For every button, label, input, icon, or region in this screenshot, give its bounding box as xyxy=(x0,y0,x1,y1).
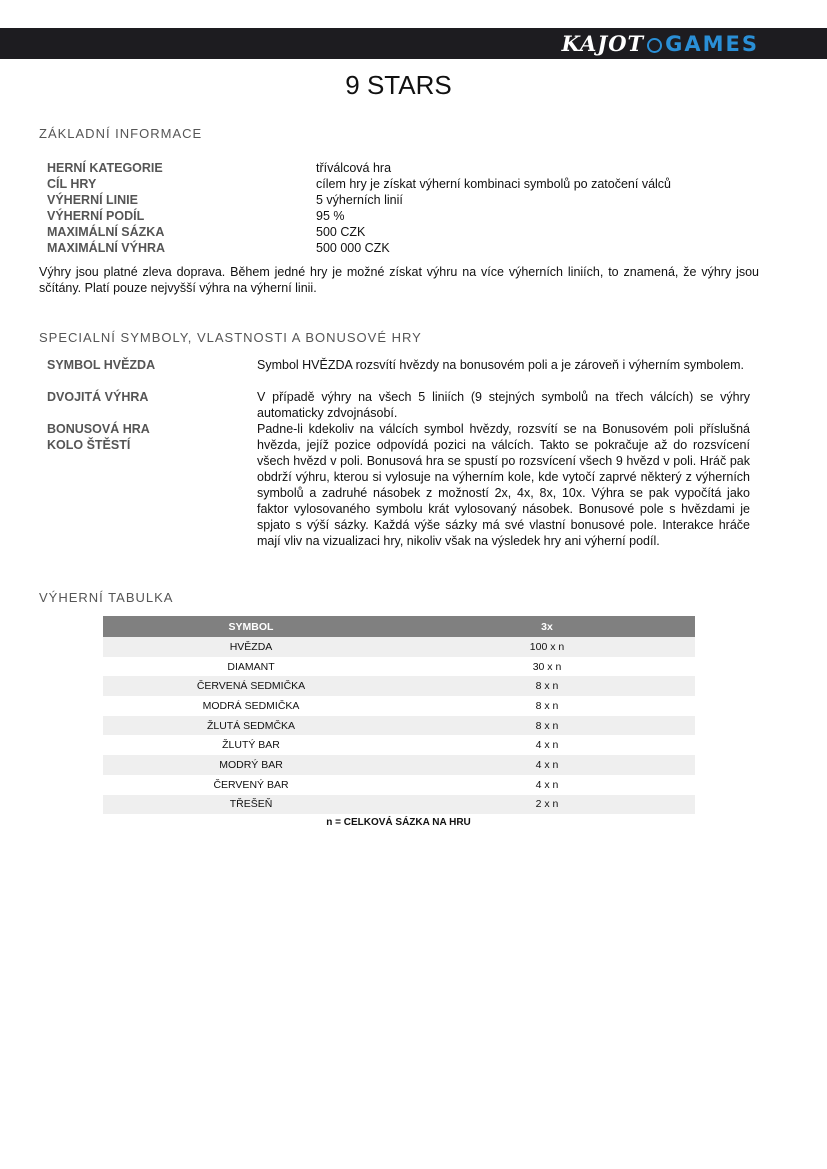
info-label: MAXIMÁLNÍ VÝHRA xyxy=(47,241,166,255)
info-value: 500 CZK xyxy=(316,225,366,239)
symbol-cell: HVĚZDA xyxy=(103,637,399,657)
payout-cell: 100 x n xyxy=(399,637,695,657)
symbol-cell: TŘEŠEŇ xyxy=(103,795,399,815)
table-row xyxy=(103,795,695,815)
special-label: BONUSOVÁ HRA xyxy=(47,422,150,436)
info-label: MAXIMÁLNÍ SÁZKA xyxy=(47,225,165,239)
payout-cell: 2 x n xyxy=(399,795,695,815)
info-label: VÝHERNÍ LINIE xyxy=(47,193,138,207)
special-value: Padne-li kdekoliv na válcích symbol hvězdy, rozsvítí se na Bonusovém poli příslušná hvězda, jejíž pozice odpovídá pozici na válcích. Takto se pokračuje až do rozsvícení všech hvězd v poli. Bonusová hra se spustí po rozsvícení všech 9 hvězd v poli. Hráč pak obdrží výhru, kterou si vylosuje na výherním kole, kde vytočí zaprvé některý z výherních symbolů a zadruhé násobek z možností 2x, 4x, 8x, 10x. Výhra se pak vypočítá jako faktor vylosovaného symbolu krát vylosovaný násobek. Bonusové pole s hvězdami je spjato s výší sázky. Každá výše sázky má své vlastní bonusové pole. Interakce hráče mají vliv na vizualizaci hry, nikoliv však na výsledek hry ani výherní podíl. xyxy=(257,422,750,548)
symbol-cell: MODRÁ SEDMIČKA xyxy=(202,699,300,712)
info-label: VÝHERNÍ PODÍL xyxy=(47,209,145,223)
info-value: cílem hry je získat výherní kombinaci symbolů po zatočení válců xyxy=(316,177,672,191)
info-value: 5 výherních linií xyxy=(316,193,403,207)
table-row xyxy=(103,696,695,716)
globe-icon xyxy=(647,38,662,53)
section-heading-special: SPECIALNÍ SYMBOLY, VLASTNOSTI A BONUSOVÉ HRY xyxy=(39,330,422,345)
special-label: DVOJITÁ VÝHRA xyxy=(47,390,149,404)
info-value: tříválcová hra xyxy=(316,161,392,175)
info-value: 95 % xyxy=(316,209,345,223)
payout-cell: 4 x n xyxy=(535,778,559,791)
payout-cell: 4 x n xyxy=(535,739,559,752)
symbol-cell: MODRÝ BAR xyxy=(103,755,399,775)
symbol-cell: ČERVENÁ SEDMIČKA xyxy=(103,676,399,696)
kajot-games-logo xyxy=(562,31,759,57)
payout-cell: 8 x n xyxy=(535,699,559,712)
symbol-cell: DIAMANT xyxy=(227,660,275,673)
table-row xyxy=(103,637,695,657)
payout-cell: 4 x n xyxy=(399,755,695,775)
column-header-3x: 3x xyxy=(399,616,695,637)
section-heading-basic: ZÁKLADNÍ INFORMACE xyxy=(39,126,203,141)
symbol-cell: ŽLUTÝ BAR xyxy=(222,739,280,752)
header-bar xyxy=(0,28,827,59)
symbol-cell: ČERVENÝ BAR xyxy=(213,778,289,791)
special-value: V případě výhry na všech 5 liniích (9 stejných symbolů na třech válcích) se výhry automaticky zdvojnásobí. xyxy=(257,390,750,420)
info-label: HERNÍ KATEGORIE xyxy=(47,161,163,175)
page-title: 9 STARS xyxy=(345,70,452,100)
column-header-symbol: SYMBOL xyxy=(103,616,399,637)
payout-cell: 8 x n xyxy=(399,716,695,736)
info-label: CÍL HRY xyxy=(47,177,97,191)
payout-cell: 8 x n xyxy=(399,676,695,696)
table-row xyxy=(103,775,695,795)
special-label-2: KOLO ŠTĚSTÍ xyxy=(47,438,131,452)
special-value: Symbol HVĚZDA rozsvítí hvězdy na bonusovém poli a je zároveň i výherním symbolem. xyxy=(257,358,745,372)
table-row xyxy=(103,657,695,677)
basic-note: Výhry jsou platné zleva doprava. Během jedné hry je možné získat výhru na více výherních liniích, to znamená, že výhry jsou sčítány. Platí pouze nejvyšší výhra na výherní linii. xyxy=(39,265,759,295)
paytable-note: n = CELKOVÁ SÁZKA NA HRU xyxy=(326,817,471,828)
paytable xyxy=(103,616,695,814)
logo-text-kajot: KAJOT xyxy=(561,31,645,56)
symbol-cell: ŽLUTÁ SEDMČKA xyxy=(103,716,399,736)
table-row xyxy=(103,735,695,755)
special-label: SYMBOL HVĚZDA xyxy=(47,358,156,372)
table-row xyxy=(103,716,695,736)
logo-text-games: GAMES xyxy=(665,32,759,56)
payout-cell: 30 x n xyxy=(532,660,562,673)
table-row xyxy=(103,676,695,696)
info-value: 500 000 CZK xyxy=(316,241,390,255)
table-row xyxy=(103,755,695,775)
section-heading-paytable: VÝHERNÍ TABULKA xyxy=(39,590,174,605)
